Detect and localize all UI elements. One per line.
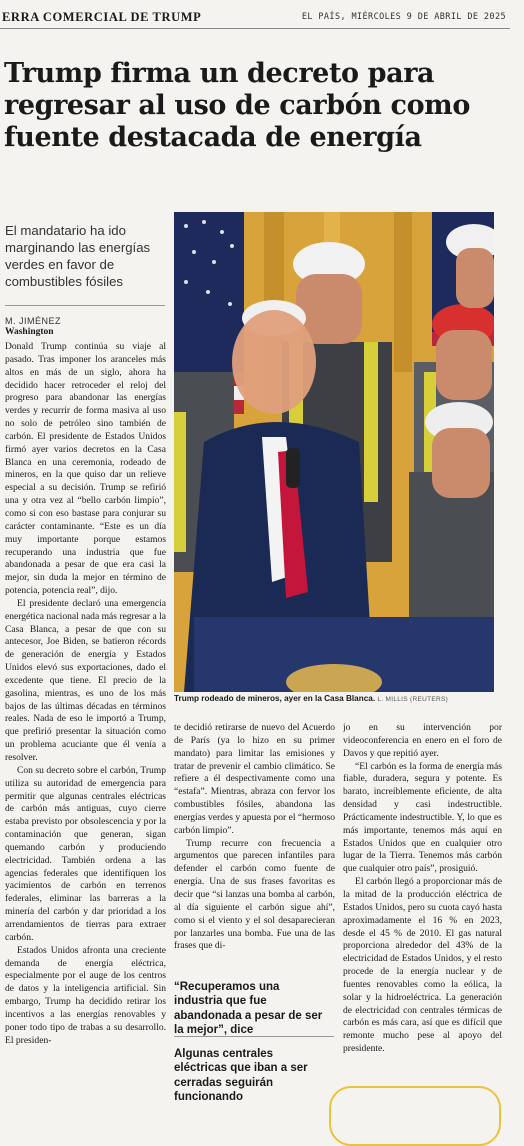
paragraph: te decidió retirarse de nuevo del Acuerdo de París (ya lo hizo en su primer mandato) para limitar las emisiones y tratar de prevenir el cambio climático. Se refiere a él despectivamente como una “estafa”. Mientras, abraza con fervor los combustibles fósiles, abandona las energías verdes y apuesta por el “hermoso carbón limpio”. (174, 722, 335, 836)
paragraph: Estados Unidos afronta una creciente demanda de energía eléctrica, especialmente por el auge de los centros de datos y la inteligencia artificial. Sin embargo, Trump ha decidido retirar los incentivos a las energías renovables y poner todo tipo de trabas a su desarrollo. El presiden- (5, 944, 166, 1046)
side-highlight: Algunas centrales eléctricas que iban a ser cerradas seguirán funcionando (174, 1048, 308, 1103)
dateline: EL PAÍS, MIÉRCOLES 9 DE ABRIL DE 2025 (301, 12, 506, 22)
headline: Trump firma un decreto para regresar al uso de carbón como fuente destacada de energía (4, 58, 470, 153)
highlighter-mark (329, 1086, 501, 1146)
paragraph: “El carbón es la forma de energía más fiable, duradera, segura y potente. Es barato, increíblemente eficiente, de alta densidad y casi indestructible. Prácticamente indestructible. Y, lo que es más importante, tenemos más aquí en Estados Unidos que en cualquier otro lugar de la Tierra. Tenemos más carbón que cualquier otro país”, prosiguió. (343, 760, 502, 875)
byline-author: M. JIMÉNEZ (5, 316, 61, 326)
article-column-1 (5, 341, 166, 1047)
paragraph: El presidente declaró una emergencia energética nacional nada más regresar a la Casa Blanca, a pesar de que con su antecesor, Joe Biden, se batieron récords de generación de energía y Estados Unidos elevó sus exportaciones, dado el excedente que tiene. El precio de la gasolina, mientras, es uno de los más bajos de las últimas décadas en términos reales. Nada de eso le importó a Trump, que prefirió presentar la situación como un problema acuciante que él venía a resolver. (5, 597, 166, 763)
subhead-rule (5, 305, 165, 306)
paragraph: Trump recurre con frecuencia a argumentos que parecen infantiles para defender el carbón como fuente de energía. Una de sus frases favoritas es decir que “si lanzas una bomba al carbón, al día siguiente el carbón sigue ahí”, como si el viento y el sol desaparecieran por lanzarles una bomba. Fue una de las frases que di- (174, 837, 335, 952)
photo-caption (174, 694, 504, 703)
caption-text: Trump rodeado de mineros, ayer en la Casa Blanca. (174, 694, 376, 703)
header-rule (0, 28, 510, 29)
paragraph: El carbón llegó a proporcionar más de la mitad de la producción eléctrica de Estados Unidos, pero su cuota cayó hasta aproximadamente el 16 % en 2023, desde el 45 % de 2010. El gas natural proporciona alrededor del 43% de la electricidad de Estados Unidos, y el resto procede de la energía nuclear y de fuentes renovables como la eólica, la solar y la hidroeléctrica. La generación de electricidad con centrales térmicas de carbón es más cara, así que es difícil que remonte mucho pese al apoyo del presidente. (343, 876, 502, 1055)
quote-rule (174, 1036, 334, 1037)
paragraph: Donald Trump continúa su viaje al pasado. Tras imponer los aranceles más altos en más de un siglo, ahora ha decidido hacer retroceder el reloj del progreso para abandonar las energías verdes y recurrir de forma masiva al uso no solo de petróleo sino también de carbón. El presidente de Estados Unidos firmó ayer varios decretos en la Casa Blanca en una ceremonia, rodeado de mineros, en la que quiso dar un relieve especial a su decisión. Trump se refirió una y otra vez al “bello carbón limpio”, como si con eso bastase para conjurar su carácter contaminante. “Este es un día muy importante porque estamos recuperando una industria que fue abandonada a pesar de que era casi la mejor, sin duda la mejor en término de potencia, potencia real”, dijo. (5, 341, 166, 597)
photo-credit: L. MILLIS (REUTERS) (377, 696, 449, 703)
paragraph: Con su decreto sobre el carbón, Trump utiliza su autoridad de emergencia para permitir que algunas centrales eléctricas de carbón más antiguas, cuyo cierre estaba previsto por obsolescencia y por la contaminación que generan, sigan quemando carbón y produciendo electricidad. También ordena a las agencias federales que identifiquen los yacimientos de carbón en terrenos federales, eliminar las barreras a la minería del carbón y dar prioridad a los arrendamientos de tierras para extraer carbón. (5, 764, 166, 943)
article-column-3 (343, 722, 502, 1056)
paragraph: jo en su intervención por videoconferencia en enero en el foro de Davos y que repitió ayer. (343, 722, 502, 759)
article-column-2 (174, 722, 335, 953)
news-photo (174, 212, 494, 692)
byline-place: Washington (5, 327, 54, 337)
section-label: ERRA COMERCIAL DE TRUMP (2, 10, 202, 24)
subheadline: El mandatario ha ido marginando las energías verdes en favor de combustibles fósiles (5, 223, 151, 289)
pull-quote: “Recuperamos una industria que fue abandonada a pesar de ser la mejor”, dice (174, 981, 323, 1036)
